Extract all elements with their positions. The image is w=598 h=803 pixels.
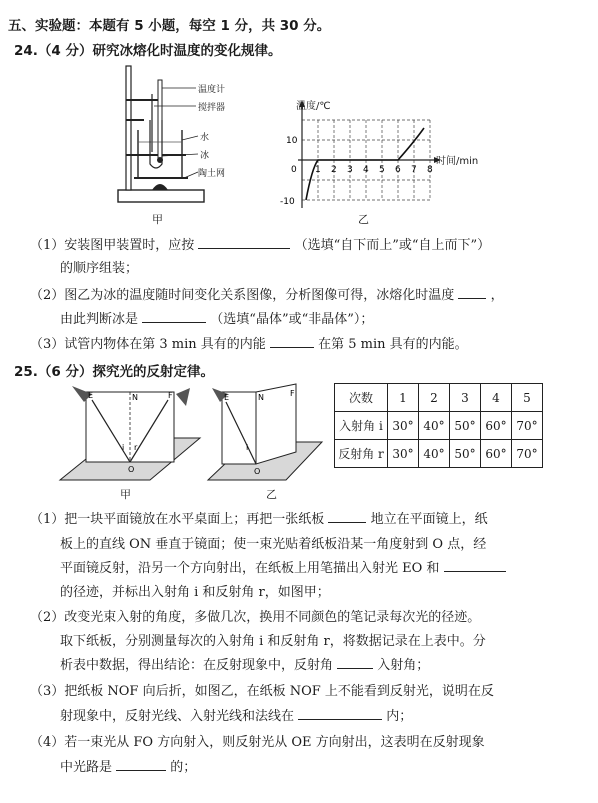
q24-p1-text: （选填“自下而上”或“自上而下”） [294, 238, 491, 253]
q24-p3 [30, 333, 468, 352]
label-gauze: 陶土网 [198, 169, 226, 179]
graph-xtick: 7 [411, 165, 417, 175]
table-cell: 5 [512, 384, 543, 412]
q25-p4-cont [60, 756, 196, 775]
table-cell: 50° [450, 440, 481, 468]
answer-blank[interactable] [458, 286, 486, 299]
label-ice: 冰 [200, 151, 210, 161]
fig-label-F: F [290, 389, 295, 398]
q24-fig-jia-caption: 甲 [152, 213, 163, 226]
q25-p1-text: 平面镜反射，沿另一个方向射出，在纸板上用笔描出入射光 EO 和 [60, 561, 440, 576]
fig-label-O: O [128, 465, 135, 474]
q24-p1-cont: 的顺序组装； [60, 261, 139, 276]
table-cell: 70° [512, 412, 543, 440]
table-cell: 2 [419, 384, 450, 412]
q25-p3-text: 射现象中，反射光线、入射光线和法线在 [60, 709, 295, 724]
q25-p4-text: 中光路是 [60, 760, 113, 775]
table-cell: 70° [512, 440, 543, 468]
q24-p1 [30, 234, 490, 253]
q25-p2-text: 析表中数据，得出结论：在反射现象中，反射角 [60, 658, 334, 673]
fig-label-i: i [246, 443, 249, 452]
q25-p1 [30, 508, 488, 527]
graph-xtick: 8 [427, 165, 433, 175]
answer-blank[interactable] [444, 559, 506, 572]
answer-blank[interactable] [337, 656, 373, 669]
q25-p1-text: 地立在平面镜上，纸 [370, 512, 488, 527]
table-row [335, 384, 543, 412]
q25-title: 25.（6 分）探究光的反射定律。 [14, 364, 215, 380]
answer-blank[interactable] [328, 510, 366, 523]
q24-p3-text: 在第 5 min 具有的内能。 [318, 337, 468, 352]
fig-label-O: O [254, 467, 261, 476]
answer-blank[interactable] [116, 758, 166, 771]
section-heading: 五、实验题：本题有 5 小题，每空 1 分，共 30 分。 [8, 18, 331, 34]
q25-p1-cont: 板上的直线 ON 垂直于镜面；使一束光贴着纸板沿某一角度射到 O 点，经 [60, 537, 487, 552]
table-cell: 次数 [335, 384, 388, 412]
q25-p2-cont [60, 654, 429, 673]
q25-p3-text: 内； [386, 709, 413, 724]
table-cell: 反射角 r [335, 440, 388, 468]
q25-p4-text: 的； [170, 760, 197, 775]
q24-p2 [30, 284, 504, 303]
graph-xtick: 1 [315, 165, 321, 175]
q24-p3-text: （3）试管内物体在第 3 min 具有的内能 [30, 337, 266, 352]
graph-ytick: 0 [291, 165, 297, 175]
graph-xlabel: 时间/min [436, 156, 479, 167]
q24-p2-text: 由此判断冰是 [60, 312, 139, 327]
q24-p2-cont [60, 308, 373, 327]
q24-title: 24.（4 分）研究冰熔化时温度的变化规律。 [14, 43, 282, 59]
q25-data-table [334, 383, 543, 468]
answer-blank[interactable] [198, 236, 290, 249]
fig-label-r: r [134, 443, 138, 452]
q25-p1-cont: 的径迹，并标出入射角 i 和反射角 r，如图甲； [60, 585, 330, 600]
graph-xtick: 3 [347, 165, 353, 175]
table-cell: 入射角 i [335, 412, 388, 440]
table-row [335, 440, 543, 468]
graph-ylabel: 温度/℃ [296, 101, 331, 112]
label-stirrer: 搅拌器 [198, 103, 226, 113]
q25-p3-cont [60, 705, 412, 724]
q25-fig-yi-caption: 乙 [266, 488, 277, 501]
q25-p1-text: （1）把一块平面镜放在水平桌面上；再把一张纸板 [30, 512, 325, 527]
q24-p2-text: （2）图乙为冰的温度随时间变化关系图像，分析图像可得，冰熔化时温度 [30, 288, 455, 303]
table-cell: 40° [419, 412, 450, 440]
graph-xtick: 6 [395, 165, 401, 175]
q25-p4: （4）若一束光从 FO 方向射入，则反射光从 OE 方向射出，这表明在反射现象 [30, 735, 485, 750]
table-cell: 3 [450, 384, 481, 412]
table-cell: 50° [450, 412, 481, 440]
table-row [335, 412, 543, 440]
q25-fig-jia-caption: 甲 [120, 488, 131, 501]
table-cell: 1 [388, 384, 419, 412]
fig-label-E: E [224, 393, 230, 402]
table-cell: 30° [388, 412, 419, 440]
answer-blank[interactable] [142, 310, 206, 323]
q25-p3: （3）把纸板 NOF 向后折，如图乙，在纸板 NOF 上不能看到反射光，说明在反 [30, 684, 494, 699]
answer-blank[interactable] [298, 707, 382, 720]
q25-p1-cont [60, 557, 506, 576]
table-cell: 40° [419, 440, 450, 468]
graph-xtick: 5 [379, 165, 385, 175]
graph-xtick: 2 [331, 165, 337, 175]
q24-fig-yi-caption: 乙 [358, 213, 369, 226]
label-water: 水 [200, 133, 210, 143]
fig-label-E: E [88, 391, 94, 400]
graph-ytick: -10 [280, 197, 295, 207]
label-thermometer: 温度计 [198, 85, 226, 95]
q25-p2-text: 入射角； [377, 658, 430, 673]
q24-temperature-graph [266, 98, 446, 218]
fig-label-N: N [132, 393, 138, 402]
answer-blank[interactable] [270, 335, 314, 348]
q24-fig-apparatus [96, 60, 266, 225]
table-cell: 4 [481, 384, 512, 412]
graph-ytick: 10 [286, 136, 298, 146]
graph-xtick: 4 [363, 165, 369, 175]
q25-fig-yi [206, 380, 326, 492]
q25-p2-cont: 取下纸板，分别测量每次的入射角 i 和反射角 r，将数据记录在上表中。分 [60, 634, 486, 649]
table-cell: 60° [481, 412, 512, 440]
table-cell: 30° [388, 440, 419, 468]
q24-p1-text: （1）安装图甲装置时，应按 [30, 238, 195, 253]
fig-label-i: i [122, 443, 125, 452]
q25-p2: （2）改变光束入射的角度，多做几次，换用不同颜色的笔记录每次光的径迹。 [30, 610, 481, 625]
q24-p2-text: （选填“晶体”或“非晶体”）； [210, 312, 374, 327]
table-cell: 60° [481, 440, 512, 468]
q25-fig-jia [58, 380, 208, 492]
q24-p2-text: ， [490, 288, 504, 303]
fig-label-F: F [168, 391, 173, 400]
fig-label-N: N [258, 393, 264, 402]
